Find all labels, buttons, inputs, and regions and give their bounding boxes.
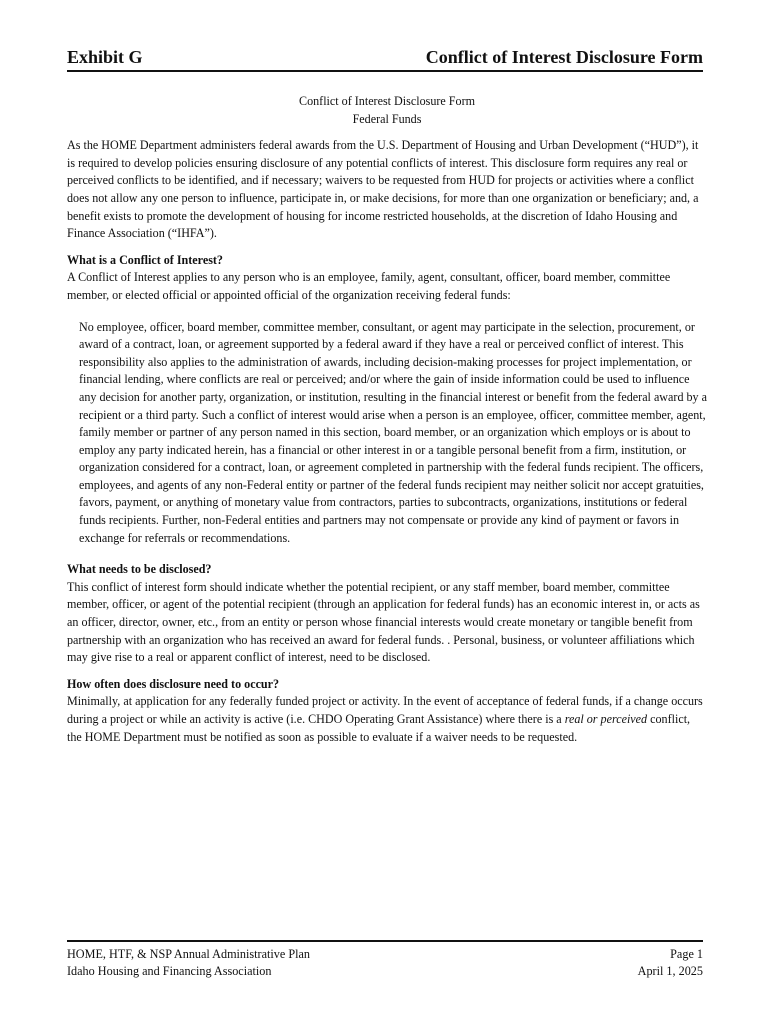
- footer-page-number: Page 1: [670, 947, 703, 961]
- footer-right: [638, 946, 703, 979]
- intro-paragraph: As the HOME Department administers federal awards from the U.S. Department of Housing and Urban Development (“HUD”), it is required to develop policies ensuring disclosure of any potential conflicts of interest. This disclosure form requires any real or perceived conflicts to be identified, and if necessary; waivers to be requested from HUD for projects or activities where a conflict does not allow any one person to influence, participate in, or make decisions, for more than one organization or beneficiary; and, a benefit exists to promote the development of housing for income restricted households, at the discretion of Idaho Housing and Finance Association (“IHFA”).: [67, 138, 699, 241]
- section-body-disclosed: This conflict of interest form should indicate whether the potential recipient, or any staff member, board member, committee member, officer, or agent of the potential recipient (through an application for federal funds) has an economic interest in, or acts as an officer, director, owner, etc., from an entity or person whose financial interests would create monetary or tangible benefit from partnership with an organization who has received an award for federal funds. . Personal, business, or volunteer affiliations which may give rise to a real or apparent conflict of interest, need to be disclosed.: [67, 579, 700, 665]
- frequency-text-1: Minimally, at application for any federally funded project or activity. In the event of acceptance of federal funds, if a change occurs during a project or while an activity is active (i.e. CHDO Operating Grant Assistance) where there is a: [67, 694, 703, 726]
- section-body-conflict: A Conflict of Interest applies to any person who is an employee, family, agent, consultant, officer, board member, committee member, or elected official or appointed official of the organization receiving federal funds:: [67, 270, 671, 302]
- form-subtitle: Federal Funds: [352, 111, 422, 126]
- frequency-emphasis: real or perceived: [564, 712, 648, 726]
- form-title: Conflict of Interest Disclosure Form: [299, 94, 475, 108]
- section-body-frequency: [67, 693, 707, 746]
- document-body: [67, 93, 707, 746]
- footer-organization: Idaho Housing and Financing Association: [67, 963, 272, 978]
- header-form-title: Conflict of Interest Disclosure Form: [425, 47, 703, 67]
- page-header: [67, 46, 703, 72]
- page-footer: [67, 940, 703, 978]
- exhibit-label: Exhibit G: [67, 47, 143, 67]
- section-indented-conflict: No employee, officer, board member, committee member, consultant, or agent may participate in the selection, procurement, or award of a contract, loan, or agreement supported by a federal award if they have a real or perceived conflict of interest. This responsibility also applies to the administration of awards, including decision-making processes for project implementation, or financial lending, where conflicts are real or perceived; and/or where the gain of inside information could be used to influence any decision for another party, organization, or institution, resulting in the financial interest or benefit from the federal award by a recipient or a third party. Such a conflict of interest would arise when a person is an employee, officer, committee member, agent, family member or partner of any person named in this section, board member, or an organization which employs or is about to employ any party indicated herein, has a financial or other interest in or a tangible personal benefit from a firm, institution, or organization considered for a contract, loan, or agreement completed in partnership with the federal funds recipient. The officers, employees, and agents of any non-Federal entity or partner of the federal funds recipient may neither solicit nor accept gratuities, favors, payment, or anything of monetary value from contractors, parties to subcontracts, organizations, institutions or federal funds recipients. Further, non-Federal entities and partners may not compensate or provide any kind of payment or favors in exchange for referrals or recommendations.: [79, 319, 707, 545]
- footer-left: [67, 946, 310, 979]
- footer-date: April 1, 2025: [637, 963, 703, 978]
- section-heading-disclosed: What needs to be disclosed?: [67, 562, 212, 577]
- footer-plan-name: HOME, HTF, & NSP Annual Administrative Plan: [67, 947, 311, 961]
- form-title-block: [67, 93, 707, 128]
- frequency-text-2: conflict, the HOME Department must be notified as soon as possible to evaluate if a waiver needs to be requested.: [67, 712, 691, 744]
- section-heading-conflict: What is a Conflict of Interest?: [67, 252, 223, 267]
- section-heading-frequency: How often does disclosure need to occur?: [67, 676, 280, 691]
